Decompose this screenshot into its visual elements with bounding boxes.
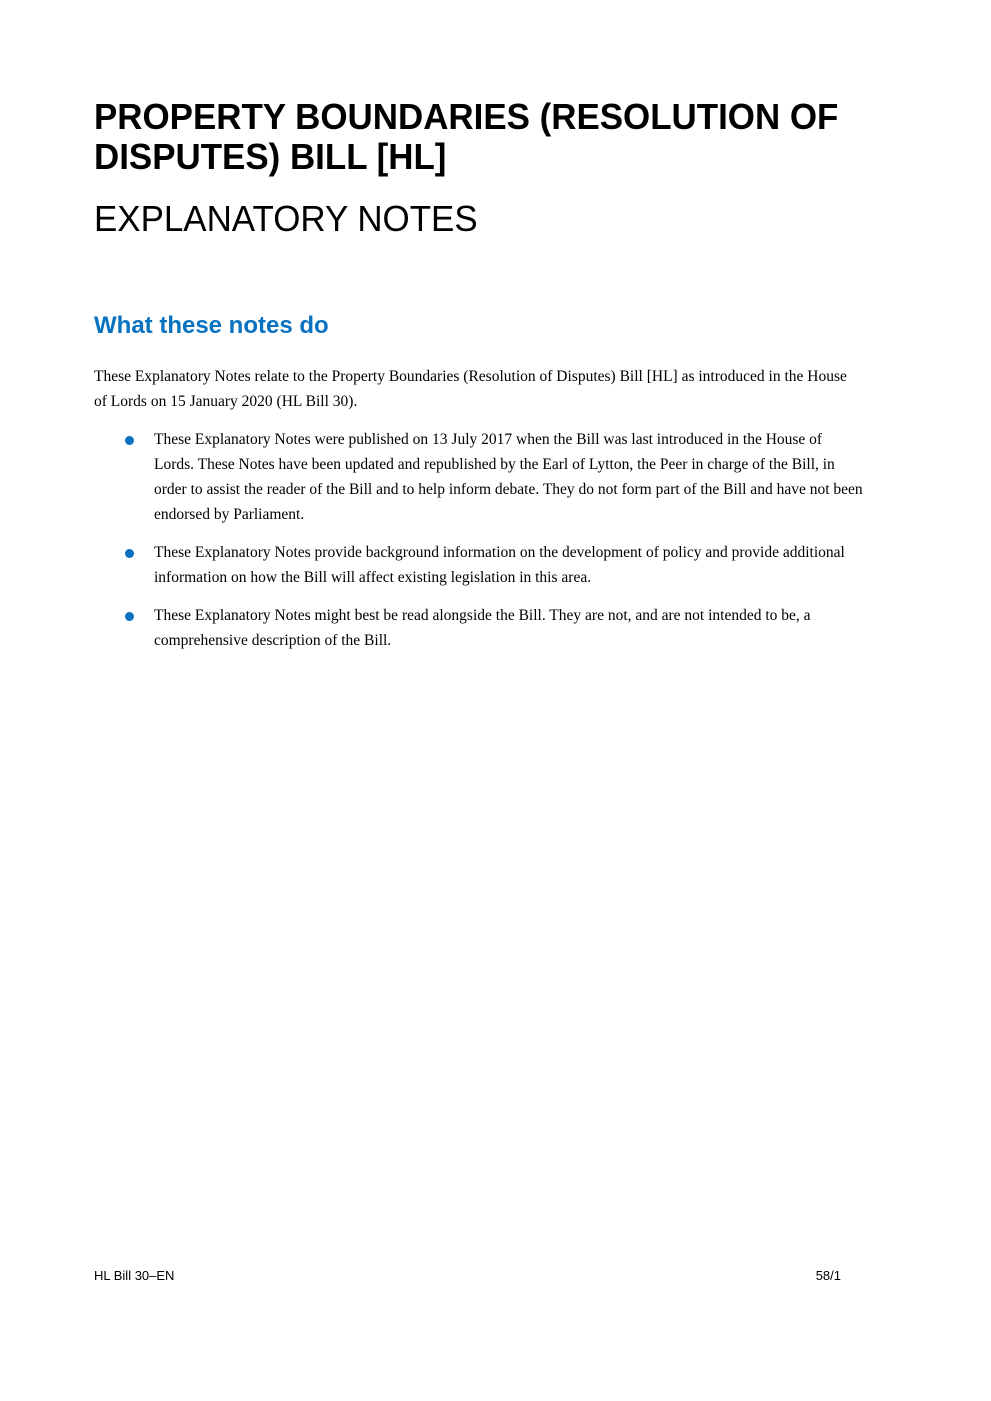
bullet-item [94, 540, 864, 590]
bullet-text: These Explanatory Notes provide background information on the development of policy and provide additional information on how the Bill will affect existing legislation in this area. [154, 544, 845, 586]
bullet-text: These Explanatory Notes might best be read alongside the Bill. They are not, and are not intended to be, a comprehensive description of the Bill. [154, 607, 811, 649]
bullet-text: These Explanatory Notes were published on 13 July 2017 when the Bill was last introduced in the House of Lords. These Notes have been updated and republished by the Earl of Lytton, the Peer in charge of the Bill, in order to assist the reader of the Bill and to help inform debate. They do not form part of the Bill and have not been endorsed by Parliament. [154, 431, 863, 523]
bullet-dot-icon [125, 549, 134, 558]
bullet-dot-icon [125, 436, 134, 445]
bullet-dot-icon [125, 612, 134, 621]
document-subtitle: EXPLANATORY NOTES [94, 198, 478, 239]
bullet-item [94, 603, 864, 653]
bullet-list [94, 427, 864, 666]
section-heading: What these notes do [94, 312, 329, 339]
footer-bill-reference: HL Bill 30–EN [94, 1268, 175, 1283]
intro-paragraph: These Explanatory Notes relate to the Property Boundaries (Resolution of Disputes) Bill [HL] as introduced in the House of Lords on 15 January 2020 (HL Bill 30). [94, 368, 847, 410]
footer-page-number: 58/1 [815, 1268, 841, 1283]
document-title: PROPERTY BOUNDARIES (RESOLUTION OF DISPUTES) BILL [HL] [94, 96, 839, 177]
bullet-item [94, 427, 864, 527]
